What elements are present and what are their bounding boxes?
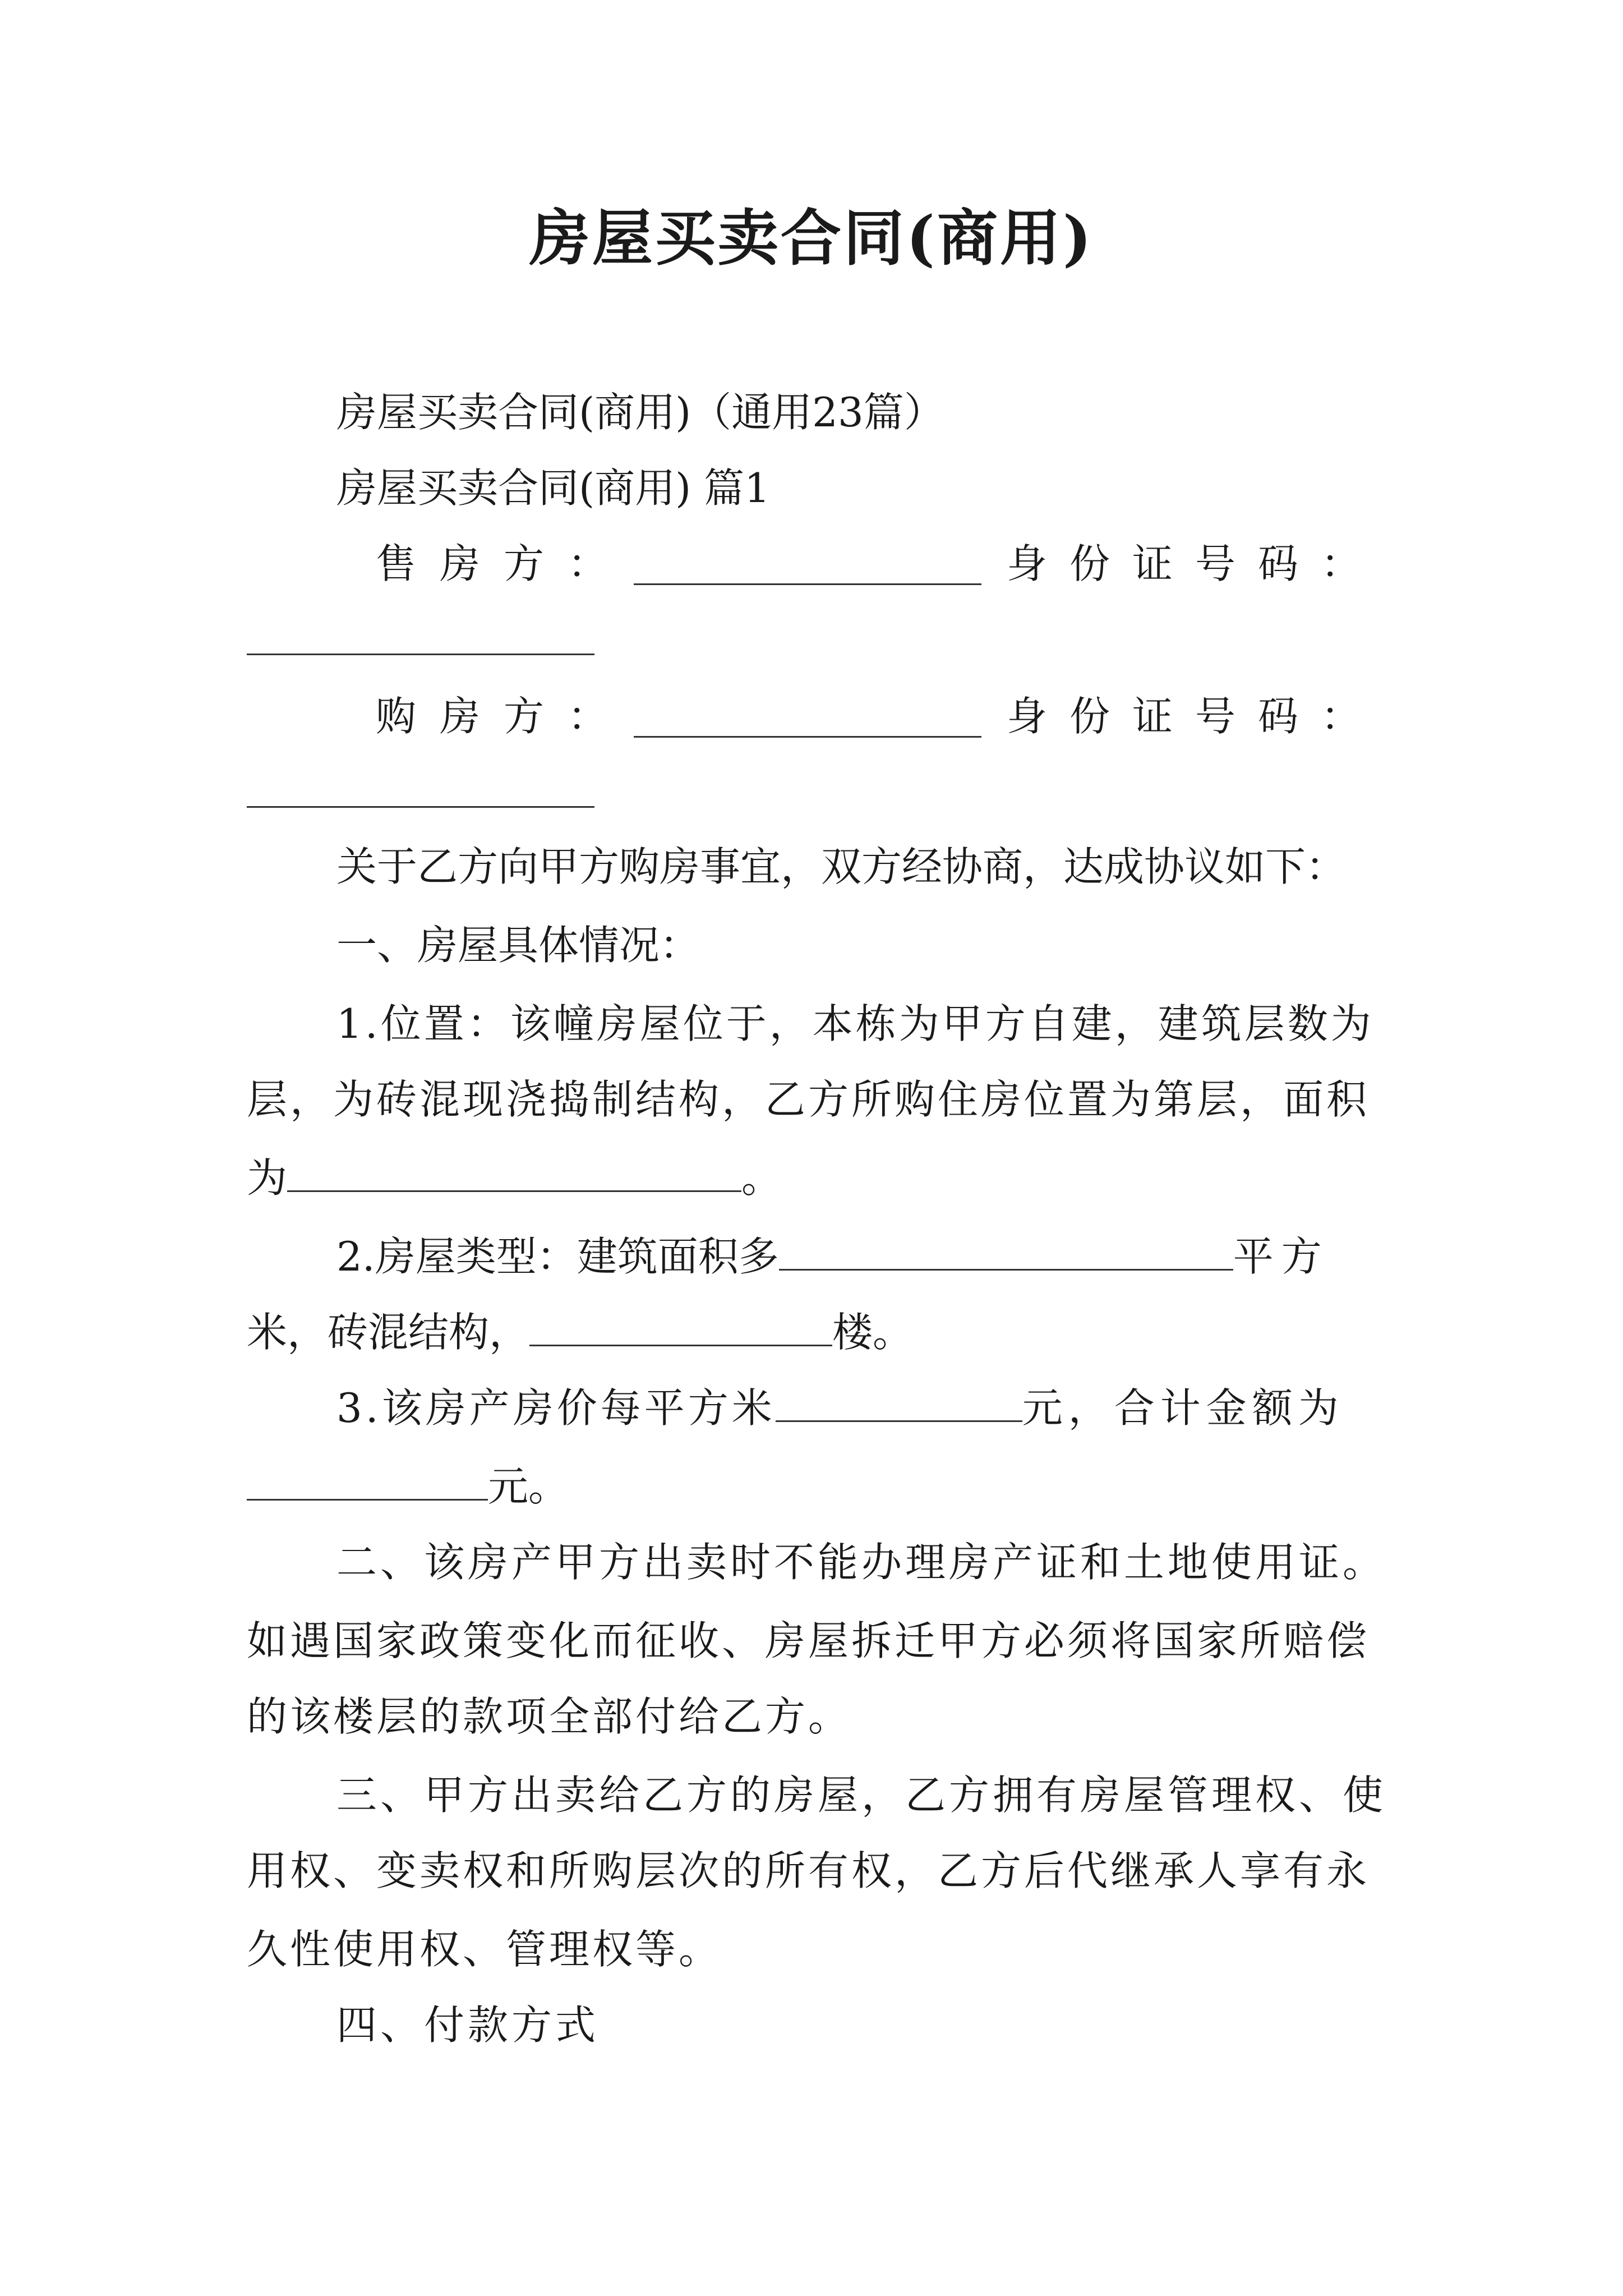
buyer-name-blank <box>634 736 981 738</box>
item-1-line-3-end: 。 <box>741 1154 782 1202</box>
seller-id-label: 身份证号码： <box>1007 540 1384 587</box>
building-type-blank <box>529 1308 832 1346</box>
item-2-line-2-end: 楼。 <box>832 1309 914 1356</box>
section-3-line-2: 用权、变卖权和所购层次的所有权，乙方后代继承人享有永 <box>247 1847 1370 1894</box>
item-3-line-1-text: 3.该房产房价每平方米 <box>336 1384 776 1432</box>
item-3-line-2-end: 元。 <box>488 1463 569 1510</box>
item-2-line-2 <box>247 1307 913 1358</box>
item-1-line-3 <box>247 1153 782 1203</box>
building-area-blank <box>779 1232 1233 1271</box>
buyer-id-label: 身份证号码： <box>1007 693 1384 740</box>
section-2-line-2: 如遇国家政策变化而征收、房屋拆迁甲方必须将国家所赔偿 <box>247 1617 1370 1664</box>
item-1-line-1: 1.位置：该幢房屋位于，本栋为甲方自建，建筑层数为 <box>336 1000 1374 1047</box>
item-2-line-1-text: 2.房屋类型：建筑面积多 <box>336 1233 779 1280</box>
heading-1: 一、房屋具体情况： <box>336 922 700 969</box>
section-4-heading: 四、付款方式 <box>336 2001 600 2049</box>
seller-id-blank <box>247 654 594 655</box>
item-2-line-1-end: 平方 <box>1233 1233 1330 1280</box>
item-2-line-2-text: 米，砖混结构， <box>247 1309 530 1356</box>
section-3-line-1: 三、甲方出卖给乙方的房屋，乙方拥有房屋管理权、使 <box>336 1772 1387 1819</box>
item-1-line-2: 层，为砖混现浇捣制结构，乙方所购住房位置为第层，面积 <box>247 1076 1370 1123</box>
buyer-id-blank <box>247 806 594 808</box>
item-3-line-1 <box>336 1383 1344 1433</box>
buyer-label: 购房方： <box>376 693 632 740</box>
item-3-line-2 <box>247 1461 569 1512</box>
section-3-line-3: 久性使用权、管理权等。 <box>247 1926 722 1973</box>
unit-price-blank <box>776 1383 1022 1422</box>
section-2-line-1: 二、该房产甲方出卖时不能办理房产证和土地使用证。 <box>336 1539 1387 1586</box>
item-1-line-3-text: 为 <box>247 1154 288 1202</box>
intro-paragraph: 关于乙方向甲方购房事宜，双方经协商，达成协议如下： <box>336 843 1347 890</box>
item-2-line-1 <box>336 1231 1330 1282</box>
section-heading: 房屋买卖合同(商用) 篇1 <box>336 464 770 512</box>
document-title: 房屋买卖合同(商用) <box>529 203 1094 274</box>
seller-name-blank <box>634 583 981 585</box>
area-blank <box>287 1153 741 1192</box>
seller-label: 售房方： <box>376 540 632 587</box>
document-subtitle: 房屋买卖合同(商用)（通用23篇） <box>336 389 944 436</box>
total-amount-blank <box>247 1462 488 1501</box>
section-2-line-3: 的该楼层的款项全部付给乙方。 <box>247 1693 852 1740</box>
item-3-line-1-end: 元，合计金额为 <box>1022 1384 1344 1432</box>
